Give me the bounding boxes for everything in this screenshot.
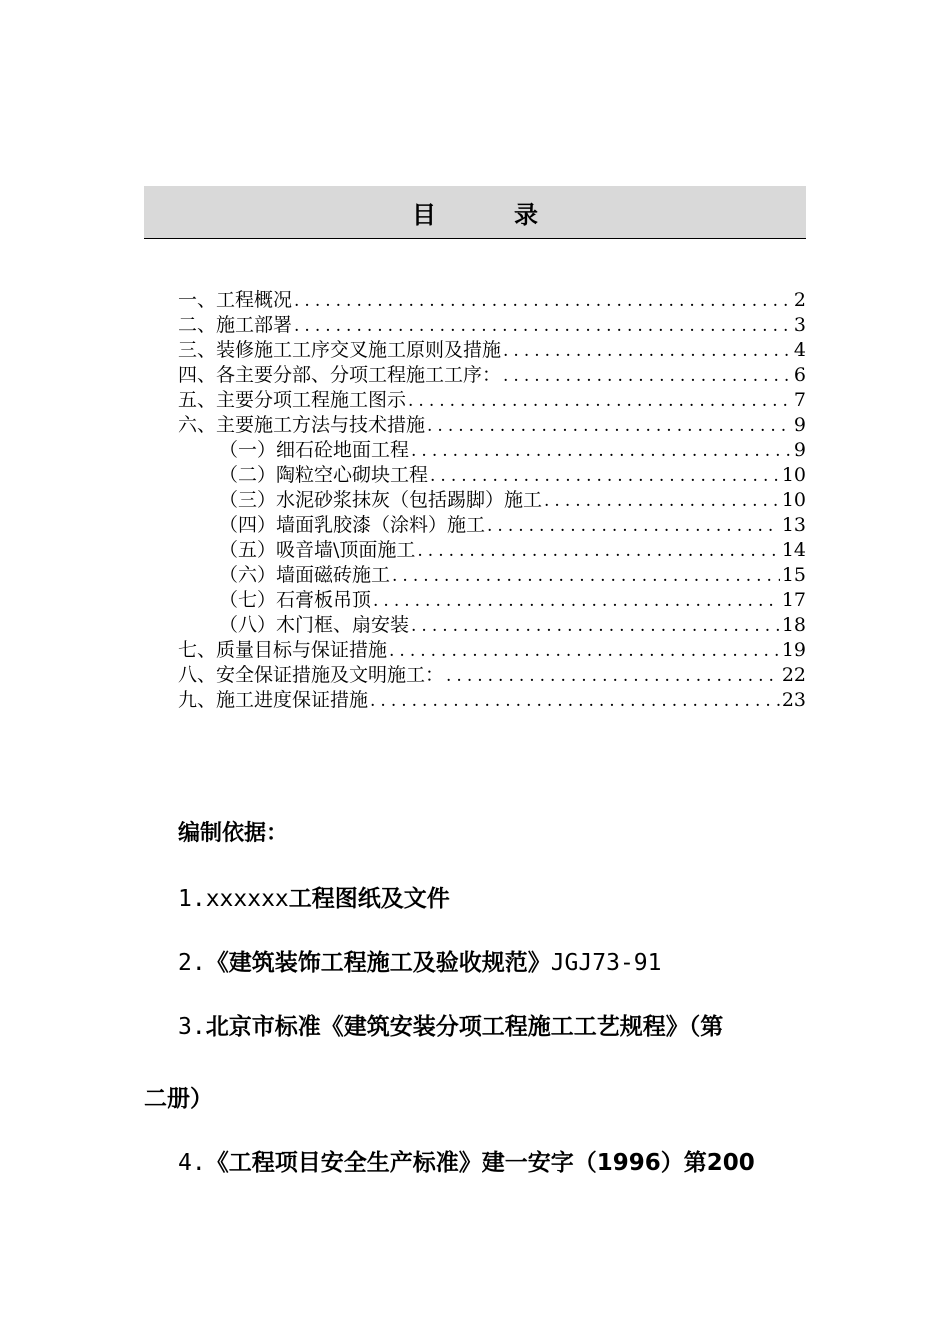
toc-subentry[interactable] — [178, 463, 806, 488]
toc-entry-label: 五、主要分项工程施工图示 — [178, 389, 407, 411]
toc-entry-page: 10 — [781, 464, 806, 486]
toc-entry-page: 7 — [793, 389, 806, 411]
toc-subentry[interactable] — [178, 588, 806, 613]
toc-entry-label: （五）吸音墙\顶面施工 — [219, 539, 416, 561]
toc-entry-page: 2 — [793, 289, 806, 311]
toc-entry-label: 九、施工进度保证措施 — [178, 689, 369, 711]
toc-entry-page: 3 — [793, 314, 806, 336]
toc-leader-dots — [503, 339, 792, 363]
toc-entry-page: 14 — [781, 539, 806, 561]
table-of-contents — [178, 288, 806, 713]
basis-item-3 — [178, 1008, 723, 1041]
toc-entry-page: 18 — [781, 614, 806, 636]
basis-item-1-prefix: 1.xxxxxx — [178, 886, 289, 912]
toc-leader-dots — [544, 489, 780, 513]
toc-leader-dots — [294, 289, 792, 313]
toc-entry[interactable] — [178, 313, 806, 338]
toc-entry[interactable] — [178, 688, 806, 713]
basis-item-2-prefix: 2. — [178, 950, 206, 976]
toc-entry-label: （四）墙面乳胶漆（涂料）施工 — [219, 514, 486, 536]
toc-leader-dots — [446, 664, 780, 688]
toc-entry-page: 6 — [793, 364, 806, 386]
toc-leader-dots — [427, 414, 792, 438]
basis-item-2 — [178, 944, 661, 977]
toc-entry-label: 七、质量目标与保证措施 — [178, 639, 388, 661]
toc-entry-label: （一）细石砼地面工程 — [219, 439, 410, 461]
toc-entry-page: 13 — [781, 514, 806, 536]
toc-header — [144, 186, 806, 239]
toc-leader-dots — [503, 364, 792, 388]
basis-heading: 编制依据： — [178, 821, 289, 846]
toc-entry-label: 八、安全保证措施及文明施工： — [178, 664, 445, 686]
toc-entry-page: 17 — [781, 589, 806, 611]
toc-entry-label: 三、装修施工工序交叉施工原则及措施 — [178, 339, 502, 361]
toc-leader-dots — [417, 539, 779, 563]
toc-subentry[interactable] — [178, 538, 806, 563]
toc-leader-dots — [411, 614, 780, 638]
basis-item-3-prefix: 3. — [178, 1014, 206, 1040]
toc-leader-dots — [392, 564, 780, 588]
toc-entry-page: 10 — [781, 489, 806, 511]
basis-item-4-text: 《工程项目安全生产标准》建一安字（1996）第200 — [205, 1150, 755, 1176]
basis-item-4-prefix: 4. — [178, 1150, 206, 1176]
toc-title: 目录 — [412, 200, 616, 229]
toc-subentry[interactable] — [178, 563, 806, 588]
toc-entry-page: 4 — [793, 339, 806, 361]
toc-entry-label: 一、工程概况 — [178, 289, 293, 311]
toc-entry-page: 22 — [781, 664, 806, 686]
basis-item-1 — [178, 880, 450, 913]
toc-leader-dots — [408, 389, 792, 413]
toc-entry-label: 六、主要施工方法与技术措施 — [178, 414, 426, 436]
basis-item-1-text: 工程图纸及文件 — [288, 886, 450, 912]
toc-leader-dots — [411, 439, 792, 463]
basis-item-3-text: 北京市标准《建筑安装分项工程施工工艺规程》（第 — [205, 1014, 724, 1040]
toc-entry[interactable] — [178, 288, 806, 313]
toc-entry-label: （二）陶粒空心砌块工程 — [219, 464, 429, 486]
toc-entry-page: 23 — [781, 689, 806, 711]
basis-item-2-text: 《建筑装饰工程施工及验收规范》 — [205, 950, 551, 976]
toc-entry-page: 9 — [793, 414, 806, 436]
toc-subentry[interactable] — [178, 488, 806, 513]
basis-item-3-continued: 二册） — [144, 1086, 213, 1112]
toc-entry[interactable] — [178, 663, 806, 688]
toc-leader-dots — [373, 589, 780, 613]
toc-leader-dots — [487, 514, 780, 538]
toc-leader-dots — [294, 314, 792, 338]
toc-entry[interactable] — [178, 413, 806, 438]
toc-subentry[interactable] — [178, 513, 806, 538]
toc-entry-page: 15 — [781, 564, 806, 586]
toc-entry[interactable] — [178, 363, 806, 388]
toc-entry-page: 9 — [793, 439, 806, 461]
toc-leader-dots — [430, 464, 780, 488]
toc-subentry[interactable] — [178, 438, 806, 463]
basis-item-4 — [178, 1144, 755, 1177]
toc-subentry[interactable] — [178, 613, 806, 638]
toc-entry[interactable] — [178, 638, 806, 663]
toc-entry-label: （六）墙面磁砖施工 — [219, 564, 391, 586]
toc-entry[interactable] — [178, 338, 806, 363]
toc-entry[interactable] — [178, 388, 806, 413]
toc-entry-page: 19 — [781, 639, 806, 661]
toc-leader-dots — [370, 689, 780, 713]
toc-entry-label: （八）木门框、扇安装 — [219, 614, 410, 636]
toc-entry-label: 二、施工部署 — [178, 314, 293, 336]
toc-entry-label: （七）石膏板吊顶 — [219, 589, 372, 611]
toc-leader-dots — [389, 639, 780, 663]
toc-entry-label: 四、各主要分部、分项工程施工工序： — [178, 364, 502, 386]
toc-entry-label: （三）水泥砂浆抹灰（包括踢脚）施工 — [219, 489, 543, 511]
basis-item-2-code: JGJ73-91 — [550, 950, 662, 976]
